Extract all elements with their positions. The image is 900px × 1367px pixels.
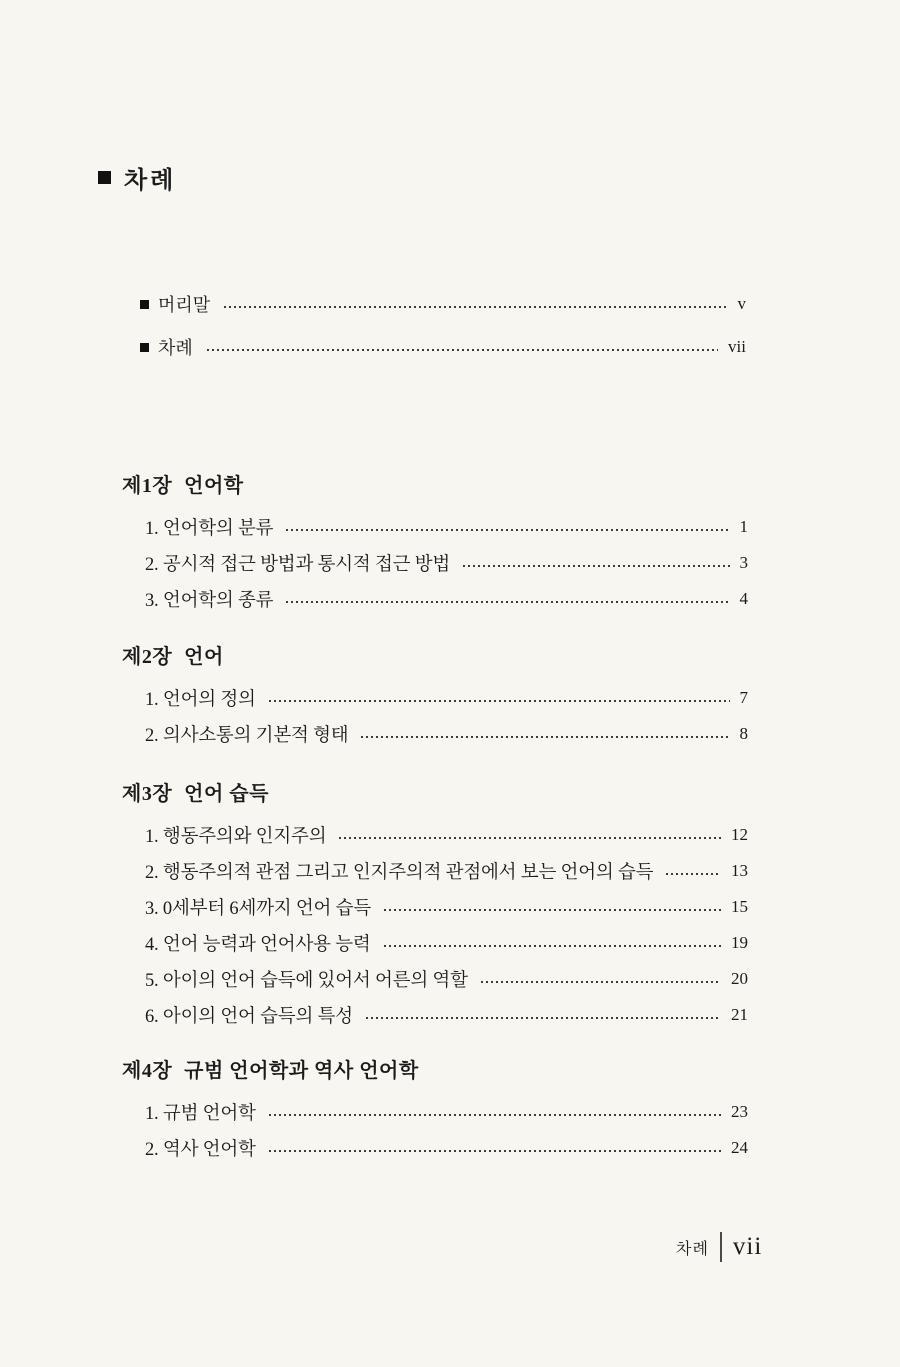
toc-entry xyxy=(145,716,748,752)
toc-entry-page: 3 xyxy=(739,553,748,572)
page-footer xyxy=(676,1230,762,1264)
toc-entry xyxy=(145,961,748,997)
toc-entry-label: 1. 행동주의와 인지주의 xyxy=(145,827,327,847)
chapter-title: 규범 언어학과 역사 언어학 xyxy=(184,1059,419,1082)
toc-entry-label: 2. 공시적 접근 방법과 통시적 접근 방법 xyxy=(145,555,451,575)
toc-entry-page: 4 xyxy=(739,589,748,608)
toc-entry xyxy=(145,925,748,961)
toc-entry-label: 6. 아이의 언어 습득의 특성 xyxy=(145,1007,353,1027)
toc-entry-label: 머리말 xyxy=(158,295,211,315)
chapter-title: 언어학 xyxy=(184,474,244,497)
dotted-leader xyxy=(339,837,721,839)
toc-entry-page: 20 xyxy=(731,969,748,988)
dotted-leader xyxy=(481,981,721,983)
dotted-leader xyxy=(384,945,721,947)
toc-entry-label: 1. 규범 언어학 xyxy=(145,1104,256,1124)
chapter-block-1 xyxy=(122,470,748,617)
toc-entry xyxy=(145,1130,748,1166)
front-matter-list xyxy=(140,293,746,379)
chapter-items xyxy=(145,680,748,752)
chapter-items xyxy=(145,509,748,617)
toc-entry-page: 13 xyxy=(731,861,748,880)
chapter-heading xyxy=(122,778,748,804)
page-title xyxy=(98,160,176,195)
toc-entry-label: 3. 0세부터 6세까지 언어 습득 xyxy=(145,899,371,919)
square-bullet-icon xyxy=(140,300,149,309)
chapter-block-3 xyxy=(122,778,748,1033)
toc-entry-page: 7 xyxy=(739,688,748,707)
toc-entry xyxy=(145,997,748,1033)
toc-entry-label: 2. 역사 언어학 xyxy=(145,1140,256,1160)
toc-entry-page: 1 xyxy=(739,517,748,536)
dotted-leader xyxy=(269,700,730,702)
toc-entry xyxy=(145,581,748,617)
dotted-leader xyxy=(286,601,729,603)
toc-entry-label: 3. 언어학의 종류 xyxy=(145,591,274,611)
chapter-items xyxy=(145,1094,748,1166)
chapter-items xyxy=(145,817,748,1033)
dotted-leader xyxy=(366,1017,721,1019)
toc-entry xyxy=(145,889,748,925)
square-bullet-icon xyxy=(140,343,149,352)
chapter-block-2 xyxy=(122,641,748,752)
dotted-leader xyxy=(666,873,721,875)
toc-entry-page: 15 xyxy=(731,897,748,916)
dotted-leader xyxy=(269,1114,721,1116)
toc-entry-label: 차례 xyxy=(158,338,193,358)
footer-divider xyxy=(720,1232,722,1262)
toc-entry-label: 1. 언어학의 분류 xyxy=(145,519,274,539)
toc-entry-page: vii xyxy=(728,337,746,356)
toc-entry-label: 2. 의사소통의 기본적 형태 xyxy=(145,726,349,746)
chapter-number: 제4장 xyxy=(122,1059,173,1082)
toc-entry-label: 4. 언어 능력과 언어사용 능력 xyxy=(145,935,371,955)
toc-entry xyxy=(145,545,748,581)
toc-entry-page: 8 xyxy=(739,724,748,743)
toc-entry xyxy=(145,817,748,853)
dotted-leader xyxy=(286,529,729,531)
toc-entry xyxy=(145,853,748,889)
dotted-leader xyxy=(224,306,727,308)
dotted-leader xyxy=(384,909,721,911)
toc-entry-label: 2. 행동주의적 관점 그리고 인지주의적 관점에서 보는 언어의 습득 xyxy=(145,863,654,883)
toc-entry-page: 24 xyxy=(731,1138,748,1157)
chapter-heading xyxy=(122,470,748,496)
chapter-heading xyxy=(122,1055,748,1081)
toc-entry-contents xyxy=(140,336,746,358)
dotted-leader xyxy=(207,349,718,351)
chapter-number: 제2장 xyxy=(122,645,173,668)
toc-entry-page: v xyxy=(737,294,746,313)
toc-entry xyxy=(145,1094,748,1130)
chapter-title: 언어 xyxy=(184,645,224,668)
toc-entry-label: 5. 아이의 언어 습득에 있어서 어른의 역할 xyxy=(145,971,468,991)
chapter-block-4 xyxy=(122,1055,748,1166)
toc-entry-preface xyxy=(140,293,746,315)
toc-entry-page: 19 xyxy=(731,933,748,952)
square-bullet-icon xyxy=(98,171,111,184)
toc-entry-page: 23 xyxy=(731,1102,748,1121)
chapter-number: 제1장 xyxy=(122,474,173,497)
chapter-heading xyxy=(122,641,748,667)
dotted-leader xyxy=(463,565,729,567)
toc-entry-page: 21 xyxy=(731,1005,748,1024)
footer-section-label: 차례 xyxy=(676,1240,709,1258)
footer-page-number: vii xyxy=(732,1233,763,1260)
toc-entry xyxy=(145,509,748,545)
dotted-leader xyxy=(361,736,729,738)
chapter-number: 제3장 xyxy=(122,782,173,805)
toc-entry-label: 1. 언어의 정의 xyxy=(145,690,256,710)
toc-entry xyxy=(145,680,748,716)
chapter-title: 언어 습득 xyxy=(184,782,269,805)
page-title-text: 차례 xyxy=(124,167,177,194)
dotted-leader xyxy=(269,1150,721,1152)
toc-entry-page: 12 xyxy=(731,825,748,844)
